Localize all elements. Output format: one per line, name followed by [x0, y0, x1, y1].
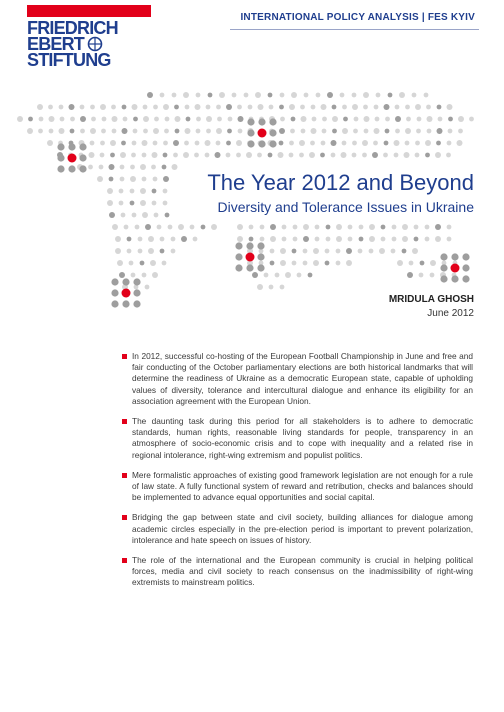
logo-word-2: EBERT [27, 34, 85, 54]
bullet-text: Mere formalistic approaches of existing good framework legislation are not enough for a rule of law state. A fully functional system of reward and retribution, checks and balances should be implemented to advance equal opportunities and social capital. [132, 469, 473, 503]
summary-bullet [132, 555, 473, 589]
author-name: MRIDULA GHOSH [388, 294, 474, 305]
publication-date: June 2012 [427, 308, 474, 319]
bullet-text: Bridging the gap between state and civil society, building alliances for dialogue among academic circles especially in the pre-election period is important to prevent polarization, intolerance and hate speech on issues of history. [132, 512, 473, 545]
page-subtitle: Diversity and Tolerance Issues in Ukraine [217, 199, 474, 215]
logo-word-3: STIFTUNG [27, 50, 111, 70]
summary-bullet [132, 512, 473, 546]
bullet-square-icon [122, 473, 127, 478]
summary-bullet [132, 470, 473, 504]
header-rule [230, 29, 479, 30]
bullet-square-icon [122, 515, 127, 520]
logo-word-1: FRIEDRICH [27, 18, 118, 38]
bullet-square-icon [122, 354, 127, 359]
bullet-square-icon [122, 419, 127, 424]
summary-bullet [132, 351, 473, 407]
bullet-text: In 2012, successful co-hosting of the European Football Championship in June and free and fair conducting of the October parliamentary elections are both historical landmarks that will determine the readiness of Ukraine as a democratic European state, capable of upholding values of diversity, tolerance and intercultural dialogue and enhance its eligibility for an association agreement with the European Union. [132, 351, 473, 406]
bullet-text: The role of the international and the European community is crucial in helping political forces, media and civil society to reach consensus on the inadmissibility of right-wing extremists to mainstream politics. [132, 555, 473, 588]
series-header: INTERNATIONAL POLICY ANALYSIS | FES KYIV [240, 12, 475, 23]
summary-bullet-list [132, 351, 473, 598]
page-title: The Year 2012 and Beyond [207, 170, 474, 195]
bullet-square-icon [122, 558, 127, 563]
summary-bullet [132, 416, 473, 461]
fes-logo[interactable] [27, 5, 151, 70]
bullet-text: The daunting task during this period for all stakeholders is to adhere to democratic standards, human rights, reasonable living standards for people, transparency in an atmosphere of socio-economic crisis and to cope with inequality and a related rise in regional intolerance, right-wing extremism and populist politics. [132, 416, 473, 460]
logo-red-bar [27, 5, 151, 17]
